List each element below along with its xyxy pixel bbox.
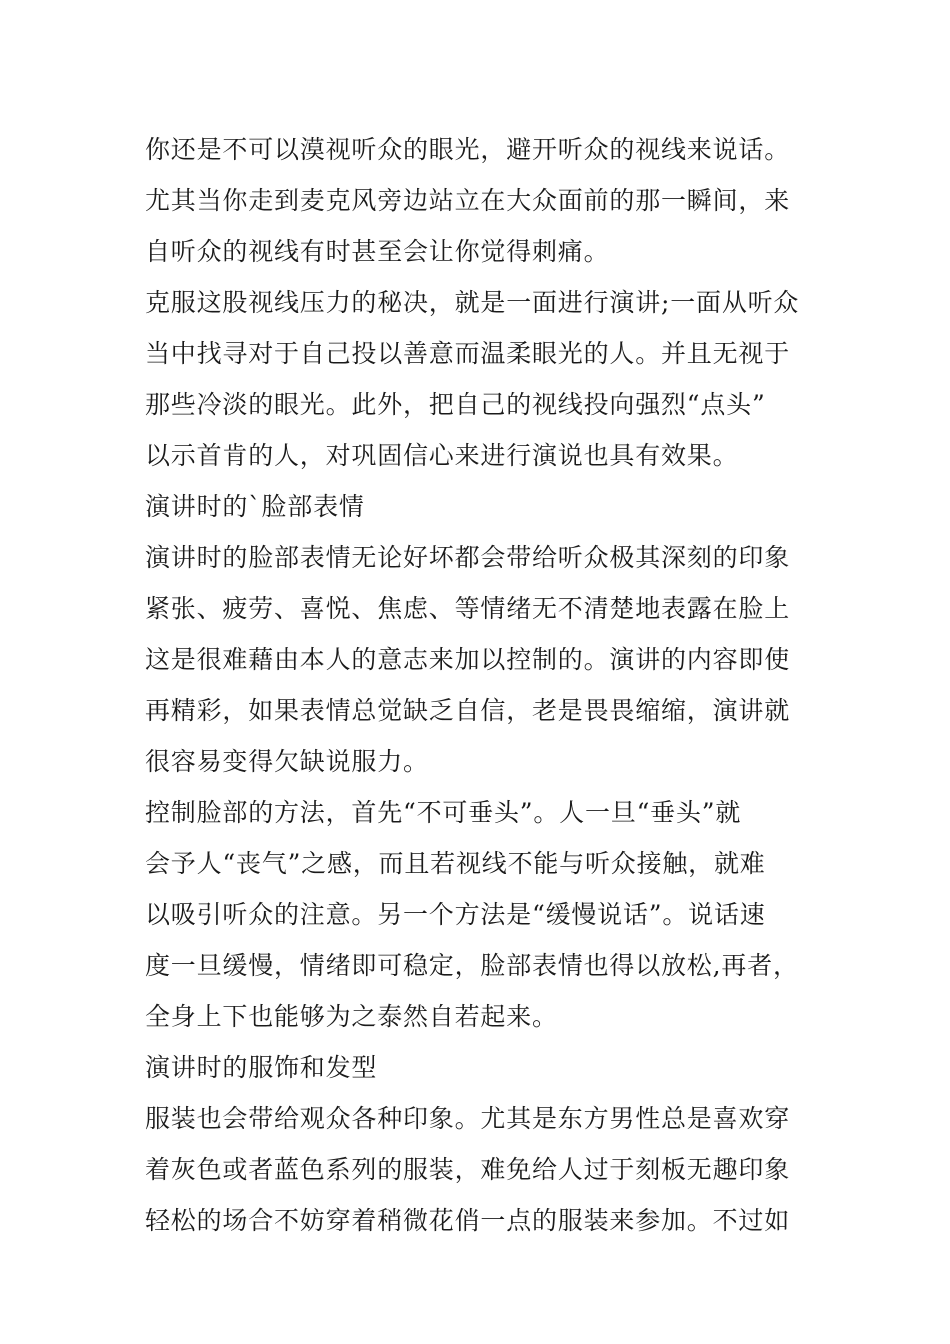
text-line: 你还是不可以漠视听众的眼光，避开听众的视线来说话。	[145, 135, 791, 164]
text-line: 自听众的视线有时甚至会让你觉得刺痛。	[145, 237, 610, 266]
text-line: 全身上下也能够为之泰然自若起来。	[145, 1002, 558, 1031]
text-line: 紧张、疲劳、喜悦、焦虑、等情绪无不清楚地表露在脸上	[145, 594, 791, 623]
text-line: 服装也会带给观众各种印象。尤其是东方男性总是喜欢穿	[145, 1104, 791, 1133]
text-line: 轻松的场合不妨穿着稍微花俏一点的服装来参加。不过如	[145, 1206, 791, 1235]
text-line: 很容易变得欠缺说服力。	[145, 747, 429, 776]
text-line: 再精彩，如果表情总觉缺乏自信，老是畏畏缩缩，演讲就	[145, 696, 791, 725]
text-line: 以吸引听众的注意。另一个方法是“缓慢说话”。说话速	[145, 900, 766, 929]
text-line: 演讲时的脸部表情无论好坏都会带给听众极其深刻的印象	[145, 543, 791, 572]
document-body	[145, 124, 810, 1246]
text-line: 度一旦缓慢，情绪即可稳定，脸部表情也得以放松,再者，	[145, 951, 799, 980]
section-heading: 演讲时的服饰和发型	[145, 1053, 378, 1082]
section-heading: 演讲时的`脸部表情	[145, 492, 365, 521]
text-line: 以示首肯的人，对巩固信心来进行演说也具有效果。	[145, 441, 739, 470]
text-line: 着灰色或者蓝色系列的服装，难免给人过于刻板无趣印象	[145, 1155, 791, 1184]
text-line: 控制脸部的方法，首先“不可垂头”。人一旦“垂头”就	[145, 798, 742, 827]
text-line: 尤其当你走到麦克风旁边站立在大众面前的那一瞬间，来	[145, 186, 791, 215]
text-line: 这是很难藉由本人的意志来加以控制的。演讲的内容即使	[145, 645, 791, 674]
text-line: 那些冷淡的眼光。此外，把自己的视线投向强烈“点头”	[145, 390, 766, 419]
text-line: 当中找寻对于自己投以善意而温柔眼光的人。并且无视于	[145, 339, 791, 368]
text-line: 会予人“丧气”之感，而且若视线不能与听众接触，就难	[145, 849, 766, 878]
text-line: 克服这股视线压力的秘决，就是一面进行演讲;一面从听众	[145, 288, 800, 317]
